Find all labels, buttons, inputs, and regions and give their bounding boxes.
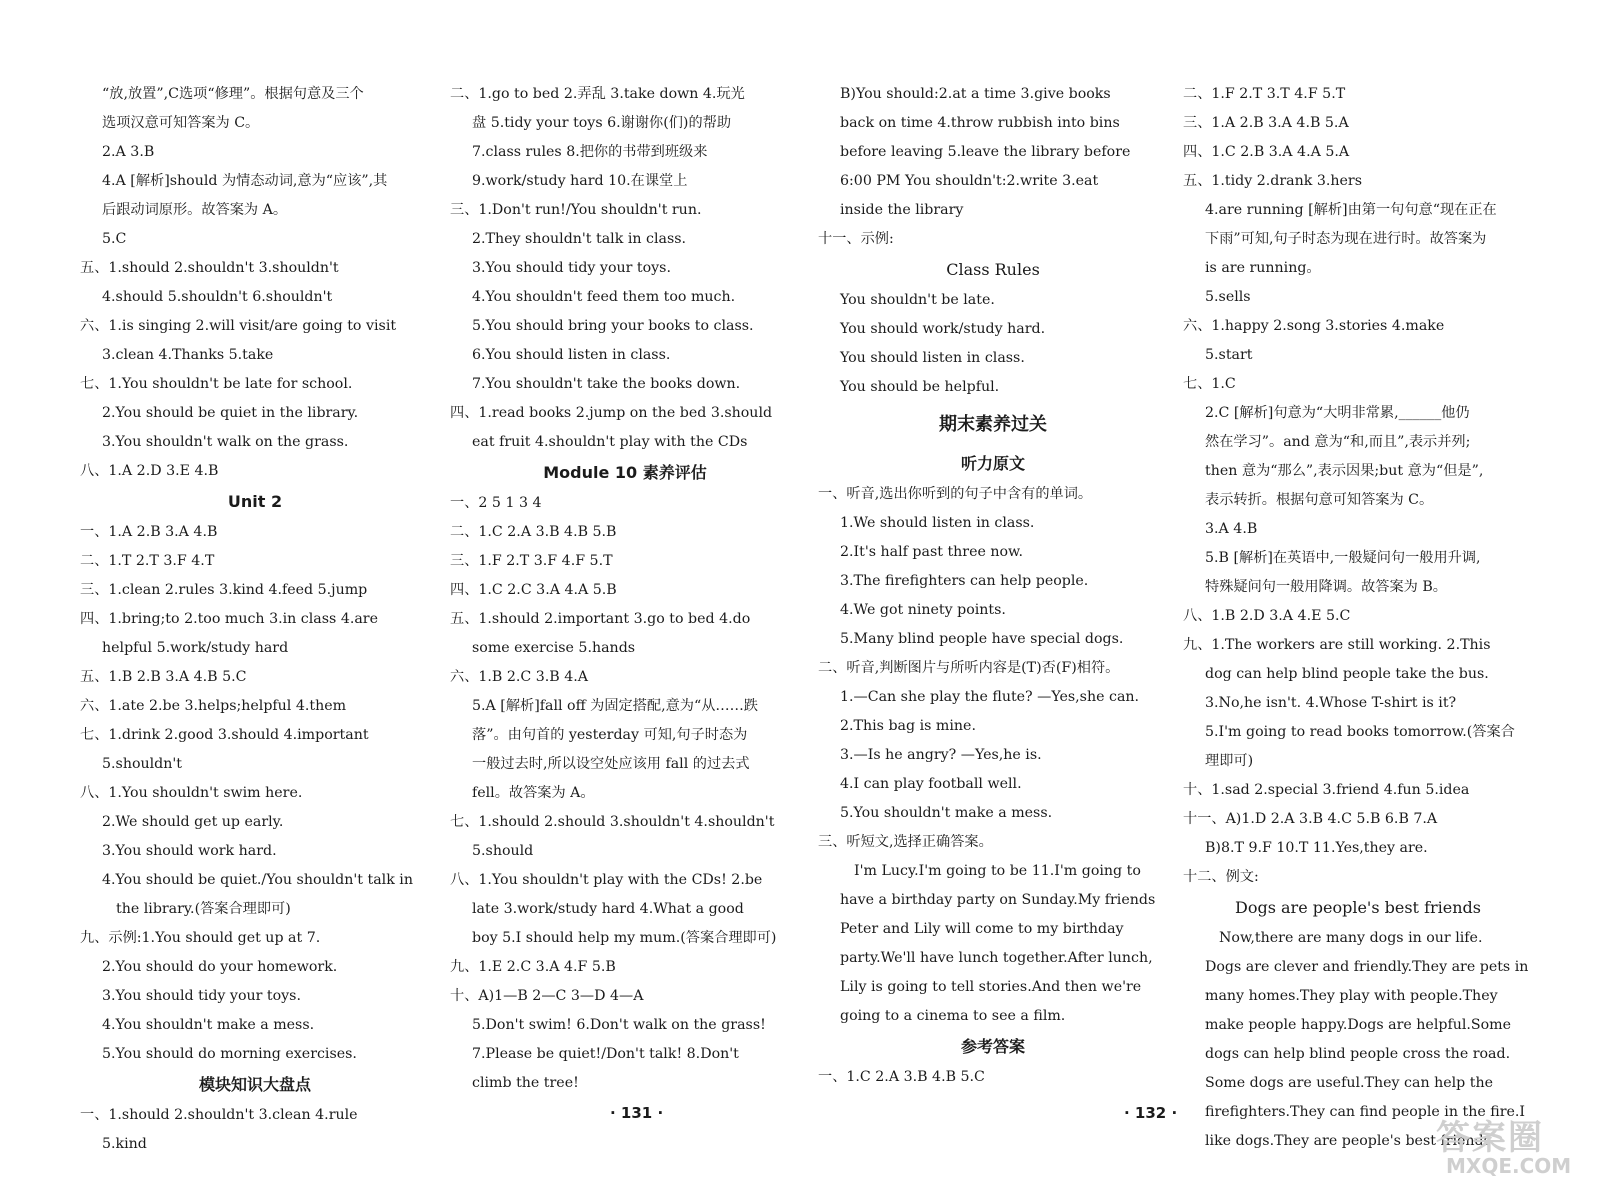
col2-line: 五、1.should 2.important 3.go to bed 4.do <box>450 611 751 627</box>
col2-line: 二、1.C 2.A 3.B 4.B 5.B <box>450 524 617 540</box>
col3-line: 1.We should listen in class. <box>840 515 1035 531</box>
col3-line: 4.We got ninety points. <box>840 602 1006 618</box>
col4-line: 5.B [解析]在英语中,一般疑问句一般用升调, <box>1205 550 1481 566</box>
col3-line: Lily is going to tell stories.And then we're <box>840 979 1142 995</box>
col4-line: firefighters.They can find people in the fire.I <box>1205 1104 1525 1120</box>
col3-line: You should listen in class. <box>840 350 1025 366</box>
col1-line: 八、1.You shouldn't swim here. <box>80 785 303 801</box>
col1-line: the library.(答案合理即可) <box>116 901 291 917</box>
col4-line: dog can help blind people take the bus. <box>1205 666 1489 682</box>
col3-line: 3.The firefighters can help people. <box>840 573 1089 589</box>
col3-line: inside the library <box>840 202 964 218</box>
col1-line: 三、1.clean 2.rules 3.kind 4.feed 5.jump <box>80 582 368 598</box>
col4-line: many homes.They play with people.They <box>1205 988 1498 1004</box>
col1-line: 四、1.bring;to 2.too much 3.in class 4.are <box>80 611 378 627</box>
col1-line: 八、1.A 2.D 3.E 4.B <box>80 463 219 479</box>
col1-line: 5.kind <box>102 1136 147 1152</box>
col2-line: climb the tree! <box>472 1075 579 1091</box>
col2-line: Module 10 素养评估 <box>543 463 707 482</box>
column-2 <box>450 80 800 1098</box>
col4-line: like dogs.They are people's best friends. <box>1205 1133 1496 1149</box>
col1-line: 5.You should do morning exercises. <box>102 1046 357 1062</box>
col2-line: 七、1.should 2.should 3.shouldn't 4.shouldn't <box>450 814 775 830</box>
page-number-left: · 131 · <box>610 1104 664 1122</box>
col4-line: 特殊疑问句一般用降调。故答案为 B。 <box>1205 579 1447 595</box>
col2-line: boy 5.I should help my mum.(答案合理即可) <box>472 930 777 946</box>
col4-line: dogs can help blind people cross the road. <box>1205 1046 1511 1062</box>
col3-line: 3.—Is he angry? —Yes,he is. <box>840 747 1042 763</box>
col2-line: 9.work/study hard 10.在课堂上 <box>472 173 688 189</box>
col4-line: 四、1.C 2.B 3.A 4.A 5.A <box>1183 144 1350 160</box>
col1-line: helpful 5.work/study hard <box>102 640 289 656</box>
col4-line: make people happy.Dogs are helpful.Some <box>1205 1017 1511 1033</box>
col4-line: 3.No,he isn't. 4.Whose T-shirt is it? <box>1205 695 1457 711</box>
col4-line: 5.start <box>1205 347 1253 363</box>
col4-line: 六、1.happy 2.song 3.stories 4.make <box>1183 318 1445 334</box>
col2-line: 六、1.B 2.C 3.B 4.A <box>450 669 589 685</box>
col4-line: then 意为“那么”,表示因果;but 意为“但是”, <box>1205 463 1484 479</box>
col3-line: 6:00 PM You shouldn't:2.write 3.eat <box>840 173 1099 189</box>
col4-line: 5.sells <box>1205 289 1251 305</box>
col1-line: 5.shouldn't <box>102 756 182 772</box>
col3-line: before leaving 5.leave the library before <box>840 144 1131 160</box>
col1-line: 4.You should be quiet./You shouldn't talk in <box>102 872 413 888</box>
col3-line: 听力原文 <box>960 454 1025 473</box>
col4-line: 2.C [解析]句意为“大明非常累,______他仍 <box>1205 405 1470 421</box>
col1-line: 4.A [解析]should 为情态动词,意为“应该”,其 <box>102 173 388 189</box>
col3-line: 5.You shouldn't make a mess. <box>840 805 1053 821</box>
col1-line: “放,放置”,C选项“修理”。根据句意及三个 <box>102 86 364 102</box>
col1-line: 模块知识大盘点 <box>198 1075 311 1094</box>
col3-line: You should work/study hard. <box>840 321 1046 337</box>
watermark-logo <box>1428 1110 1588 1186</box>
col1-line: 后跟动词原形。故答案为 A。 <box>102 202 288 218</box>
col1-line: 五、1.B 2.B 3.A 4.B 5.C <box>80 669 247 685</box>
col2-line: 三、1.Don't run!/You shouldn't run. <box>450 202 702 218</box>
col3-line: 一、听音,选出你听到的句子中含有的单词。 <box>818 486 1093 502</box>
col3-line: 2.This bag is mine. <box>840 718 976 734</box>
col4-line: Now,there are many dogs in our life. <box>1219 930 1483 946</box>
col4-line: 十二、例文: <box>1183 869 1259 885</box>
col1-line: 选项汉意可知答案为 C。 <box>102 115 260 131</box>
col2-line: some exercise 5.hands <box>472 640 636 656</box>
col2-line: 十、A)1—B 2—C 3—D 4—A <box>450 988 644 1004</box>
col2-line: 5.You should bring your books to class. <box>472 318 754 334</box>
col1-line: 3.clean 4.Thanks 5.take <box>102 347 274 363</box>
col2-line: 5.should <box>472 843 534 859</box>
col1-line: 2.You should be quiet in the library. <box>102 405 359 421</box>
col2-line: eat fruit 4.shouldn't play with the CDs <box>472 434 748 450</box>
col1-line: 七、1.drink 2.good 3.should 4.important <box>80 727 369 743</box>
col1-line: 二、1.T 2.T 3.F 4.T <box>80 553 215 569</box>
col1-line: 3.You shouldn't walk on the grass. <box>102 434 349 450</box>
col4-line: 五、1.tidy 2.drank 3.hers <box>1183 173 1362 189</box>
col4-line: 九、1.The workers are still working. 2.This <box>1183 637 1491 653</box>
col3-line: back on time 4.throw rubbish into bins <box>840 115 1120 131</box>
col4-line: Dogs are people's best friends <box>1235 898 1481 917</box>
col3-line: 期末素养过关 <box>939 414 1047 435</box>
col3-line: 一、1.C 2.A 3.B 4.B 5.C <box>818 1069 985 1085</box>
col1-line: 七、1.You shouldn't be late for school. <box>80 376 353 392</box>
column-3 <box>818 80 1168 1092</box>
col1-line: 一、1.should 2.shouldn't 3.clean 4.rule <box>80 1107 358 1123</box>
col4-line: 十、1.sad 2.special 3.friend 4.fun 5.idea <box>1183 782 1470 798</box>
col1-line: 六、1.ate 2.be 3.helps;helpful 4.them <box>80 698 347 714</box>
col1-line: 六、1.is singing 2.will visit/are going to visit <box>80 318 397 334</box>
col3-line: Class Rules <box>946 260 1040 279</box>
col2-line: 三、1.F 2.T 3.F 4.F 5.T <box>450 553 613 569</box>
col2-line: 4.You shouldn't feed them too much. <box>472 289 736 305</box>
col4-line: 然在学习”。and 意为“和,而且”,表示并列; <box>1205 434 1471 450</box>
col3-line: I'm Lucy.I'm going to be 11.I'm going to <box>854 863 1141 879</box>
col2-line: 二、1.go to bed 2.弄乱 3.take down 4.玩光 <box>450 86 745 102</box>
col1-line: 3.You should tidy your toys. <box>102 988 301 1004</box>
col1-line: 5.C <box>102 231 127 247</box>
col2-line: 6.You should listen in class. <box>472 347 671 363</box>
col3-line: have a birthday party on Sunday.My friends <box>840 892 1156 908</box>
col4-line: is are running。 <box>1205 260 1321 276</box>
col1-line: 2.You should do your homework. <box>102 959 338 975</box>
column-1 <box>80 80 430 1159</box>
col2-line: 八、1.You shouldn't play with the CDs! 2.be <box>450 872 763 888</box>
col3-line: You shouldn't be late. <box>840 292 995 308</box>
col2-line: 九、1.E 2.C 3.A 4.F 5.B <box>450 959 616 975</box>
col3-line: going to a cinema to see a film. <box>840 1008 1066 1024</box>
col2-line: 5.A [解析]fall off 为固定搭配,意为“从……跌 <box>472 698 758 714</box>
col3-line: B)You should:2.at a time 3.give books <box>840 86 1111 102</box>
page-number-right: · 132 · <box>1124 1104 1178 1122</box>
col3-line: 二、听音,判断图片与所听内容是(T)否(F)相符。 <box>818 660 1120 676</box>
watermark-logo-text: 答案圈 <box>1436 1118 1544 1158</box>
col3-line: 十一、示例: <box>818 231 894 247</box>
col2-line: 一、2 5 1 3 4 <box>450 495 542 511</box>
col3-line: 三、听短文,选择正确答案。 <box>818 834 993 850</box>
col4-line: 下雨”可知,句子时态为现在进行时。故答案为 <box>1205 231 1487 247</box>
col2-line: 盘 5.tidy your toys 6.谢谢你(们)的帮助 <box>472 115 732 131</box>
col3-line: 1.—Can she play the flute? —Yes,she can. <box>840 689 1140 705</box>
col4-line: 理即可) <box>1205 753 1254 769</box>
col2-line: 3.You should tidy your toys. <box>472 260 671 276</box>
col4-line: 三、1.A 2.B 3.A 4.B 5.A <box>1183 115 1349 131</box>
col1-line: 五、1.should 2.shouldn't 3.shouldn't <box>80 260 339 276</box>
col2-line: 四、1.read books 2.jump on the bed 3.should <box>450 405 773 421</box>
col2-line: fell。故答案为 A。 <box>472 785 595 801</box>
col4-line: 二、1.F 2.T 3.T 4.F 5.T <box>1183 86 1346 102</box>
col2-line: late 3.work/study hard 4.What a good <box>472 901 744 917</box>
col4-line: 5.I'm going to read books tomorrow.(答案合 <box>1205 724 1515 740</box>
col2-line: 7.Please be quiet!/Don't talk! 8.Don't <box>472 1046 739 1062</box>
col4-line: 4.are running [解析]由第一句句意“现在正在 <box>1205 202 1497 218</box>
col4-line: B)8.T 9.F 10.T 11.Yes,they are. <box>1205 840 1428 856</box>
col1-line: 2.We should get up early. <box>102 814 284 830</box>
col3-line: Peter and Lily will come to my birthday <box>840 921 1124 937</box>
col3-line: party.We'll have lunch together.After lunch, <box>840 950 1153 966</box>
col4-line: 十一、A)1.D 2.A 3.B 4.C 5.B 6.B 7.A <box>1183 811 1438 827</box>
col2-line: 2.They shouldn't talk in class. <box>472 231 687 247</box>
col2-line: 7.You shouldn't take the books down. <box>472 376 741 392</box>
col1-line: 九、示例:1.You should get up at 7. <box>80 930 321 946</box>
col1-line: 4.You shouldn't make a mess. <box>102 1017 315 1033</box>
col1-line: 一、1.A 2.B 3.A 4.B <box>80 524 218 540</box>
col2-line: 落”。由句首的 yesterday 可知,句子时态为 <box>472 727 748 743</box>
col1-line: 4.should 5.shouldn't 6.shouldn't <box>102 289 333 305</box>
col2-line: 7.class rules 8.把你的书带到班级来 <box>472 144 708 160</box>
col1-line: 2.A 3.B <box>102 144 155 160</box>
col3-line: 5.Many blind people have special dogs. <box>840 631 1124 647</box>
col3-line: 4.I can play football well. <box>840 776 1022 792</box>
col4-line: 八、1.B 2.D 3.A 4.E 5.C <box>1183 608 1351 624</box>
col1-line: Unit 2 <box>227 492 283 511</box>
col3-line: 2.It's half past three now. <box>840 544 1024 560</box>
col1-line: 3.You should work hard. <box>102 843 277 859</box>
col4-line: 七、1.C <box>1183 376 1236 392</box>
col2-line: 四、1.C 2.C 3.A 4.A 5.B <box>450 582 617 598</box>
column-4 <box>1183 80 1533 1156</box>
col2-line: 5.Don't swim! 6.Don't walk on the grass! <box>472 1017 766 1033</box>
col4-line: 表示转折。根据句意可知答案为 C。 <box>1205 492 1434 508</box>
col4-line: 3.A 4.B <box>1205 521 1258 537</box>
col4-line: Dogs are clever and friendly.They are pets in <box>1205 959 1529 975</box>
watermark-url: MXQE.COM <box>1446 1154 1572 1178</box>
col3-line: 参考答案 <box>960 1037 1025 1056</box>
col3-line: You should be helpful. <box>840 379 1000 395</box>
col2-line: 一般过去时,所以设空处应该用 fall 的过去式 <box>472 756 750 772</box>
col4-line: Some dogs are useful.They can help the <box>1205 1075 1493 1091</box>
